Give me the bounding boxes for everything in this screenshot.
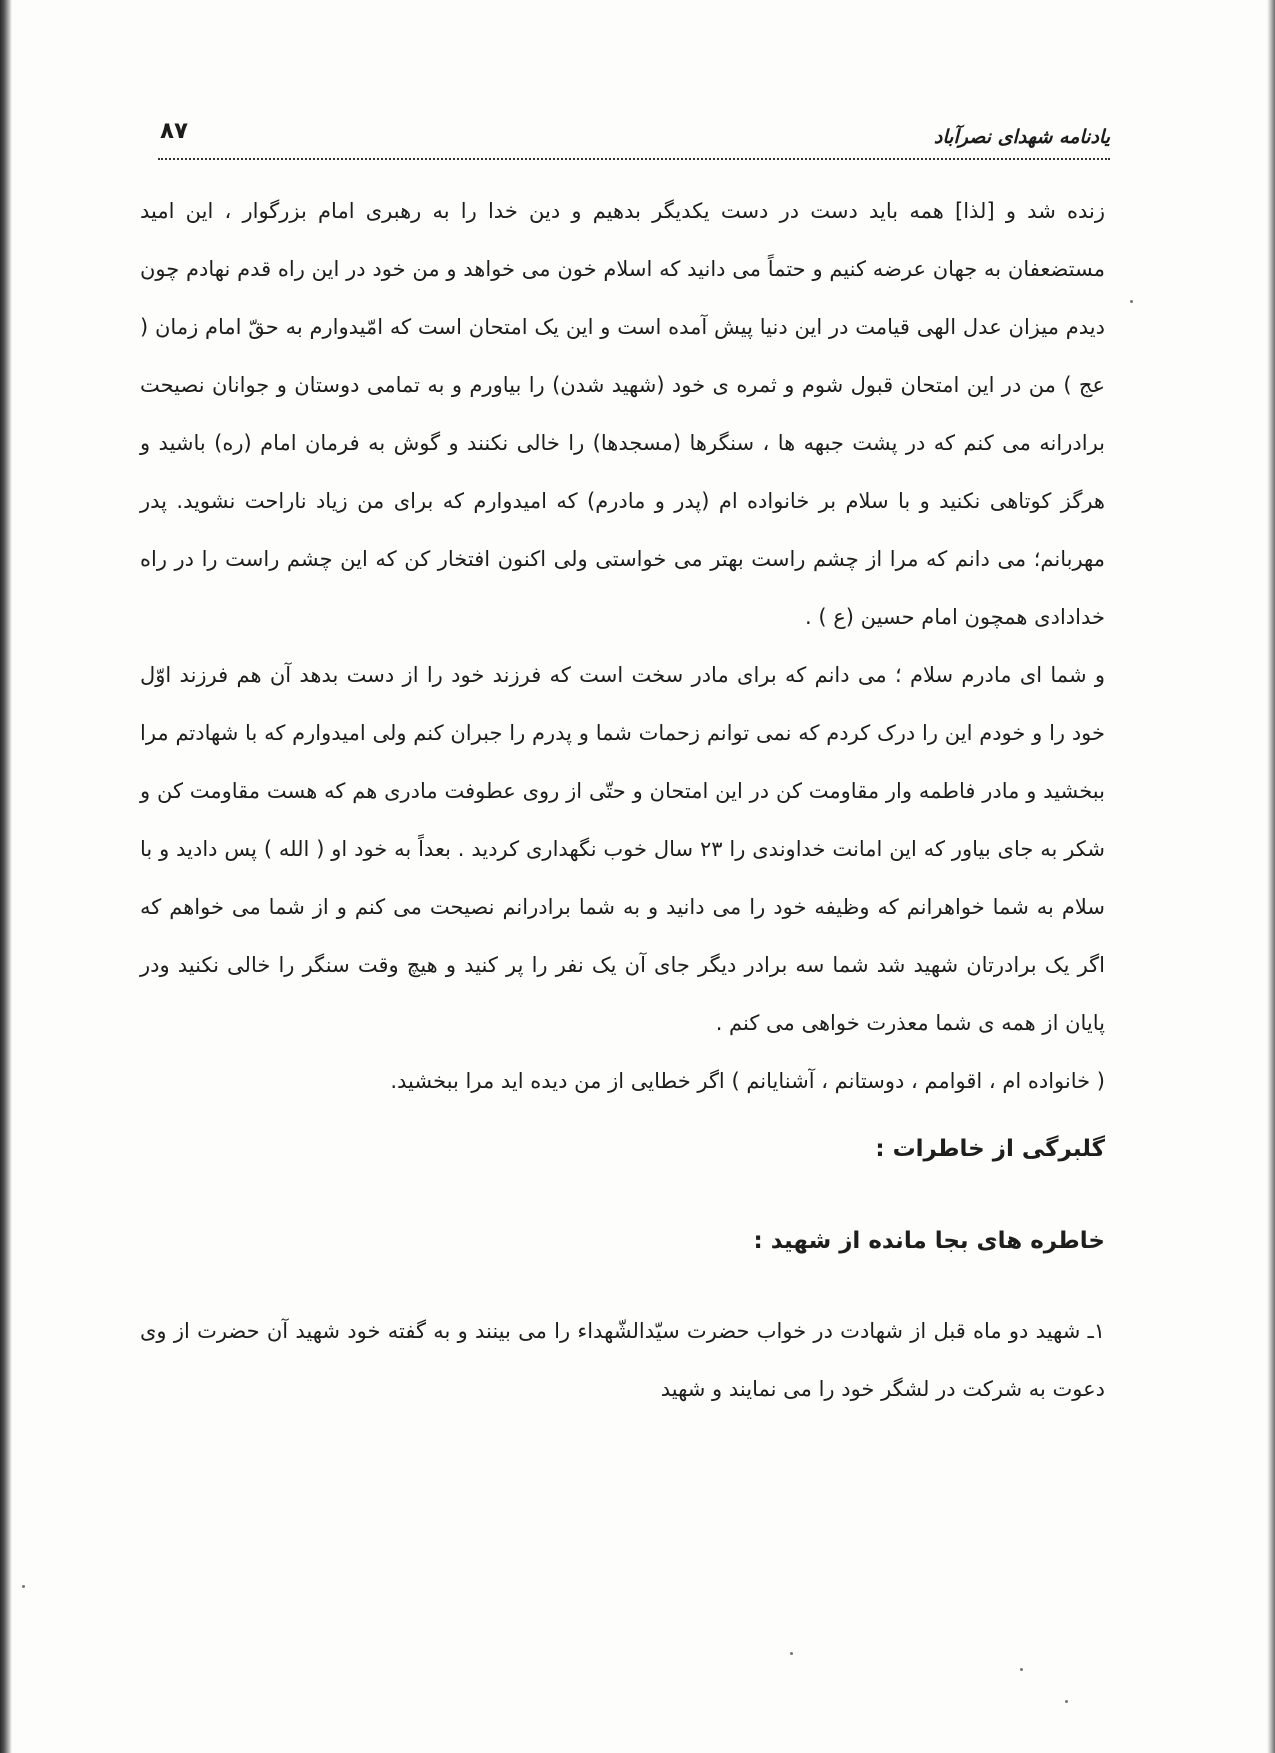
page-header [150, 112, 1110, 164]
page-number: ۸۷ [160, 118, 189, 144]
heading-remaining-memories: خاطره های بجا مانده از شهید : [753, 1228, 1105, 1254]
dotted-rule [158, 158, 1110, 160]
scan-speck [1065, 1700, 1068, 1703]
scan-shadow-right [1267, 0, 1275, 1753]
scan-speck [790, 1652, 793, 1655]
running-title: یادنامه شهدای نصرآباد [933, 126, 1110, 148]
paragraph-family: ( خانواده ام ، اقوامم ، دوستانم ، آشنایانم ) اگر خطایی از من دیده اید مرا ببخشید. [390, 1069, 1105, 1093]
heading-memories: گلبرگی از خاطرات : [875, 1136, 1105, 1162]
scan-speck [1020, 1668, 1023, 1671]
scan-speck [1130, 300, 1133, 303]
memory-item-1: ۱ـ شهید دو ماه قبل از شهادت در خواب حضرت سیّدالشّهداء را می بینند و به گفته خود شهید آن حضرت از وی دعوت به شرکت در لشگر خود را می نمایند و شهید [140, 1319, 1105, 1401]
paragraph-mother: و شما ای مادرم سلام ؛ می دانم که برای مادر سخت است که فرزند خود را از دست بدهد آن هم فرزند اوّل خود را و خودم این را درک کردم که نمی توانم زحمات شما و پدرم را جبران کنم ولی امیدوارم که با شهادتم مرا ببخشید و مادر فاطمه وار مقاومت کن در این امتحان و حتّی از روی عطوفت مادری هم که هست مقاومت کن و شکر به جای بیاور که این امانت خداوندی را ۲۳ سال خوب نگهداری کردید . بعداً به خود او ( الله ) پس دادید و با سلام به شما خواهرانم که وظیفه خود را می دانید و به شما برادرانم نصیحت می کنم و از شما می خواهم که اگر یک برادرتان شهید شد شما سه برادر دیگر جای آن یک نفر را پر کنید و هیچ وقت سنگر را خالی نکنید ودر پایان از همه ی شما معذرت خواهی می کنم . [140, 663, 1105, 1035]
scan-shadow-left [0, 0, 12, 1753]
page-body [140, 182, 1105, 1418]
scan-speck [22, 1585, 25, 1588]
paragraph-testament: زنده شد و [لذا] همه باید دست در دست یکدیگر بدهیم و دین خدا را به رهبری امام بزرگوار ، این امید مستضعفان به جهان عرضه کنیم و حتماً می دانید که اسلام خون می خواهد و من خود در این راه قدم نهادم چون دیدم میزان عدل الهی قیامت در این دنیا پیش آمده است و این یک امتحان است که امّیدوارم به حقّ امام زمان ( عج ) من در این امتحان قبول شوم و ثمره ی خود (شهید شدن) را بیاورم و به تمامی دوستان و جوانان نصیحت برادرانه می کنم که در پشت جبهه ها ، سنگرها (مسجدها) را خالی نکنند و گوش به فرمان امام (ره) باشید و هرگز کوتاهی نکنید و با سلام بر خانواده ام (پدر و مادرم) که امیدوارم که برای من زیاد ناراحت نشوید. پدر مهربانم؛ می دانم که مرا از چشم راست بهتر می خواستی ولی اکنون افتخار کن که این چشم راست را در راه خدادادی همچون امام حسین (ع ) . [140, 199, 1105, 629]
